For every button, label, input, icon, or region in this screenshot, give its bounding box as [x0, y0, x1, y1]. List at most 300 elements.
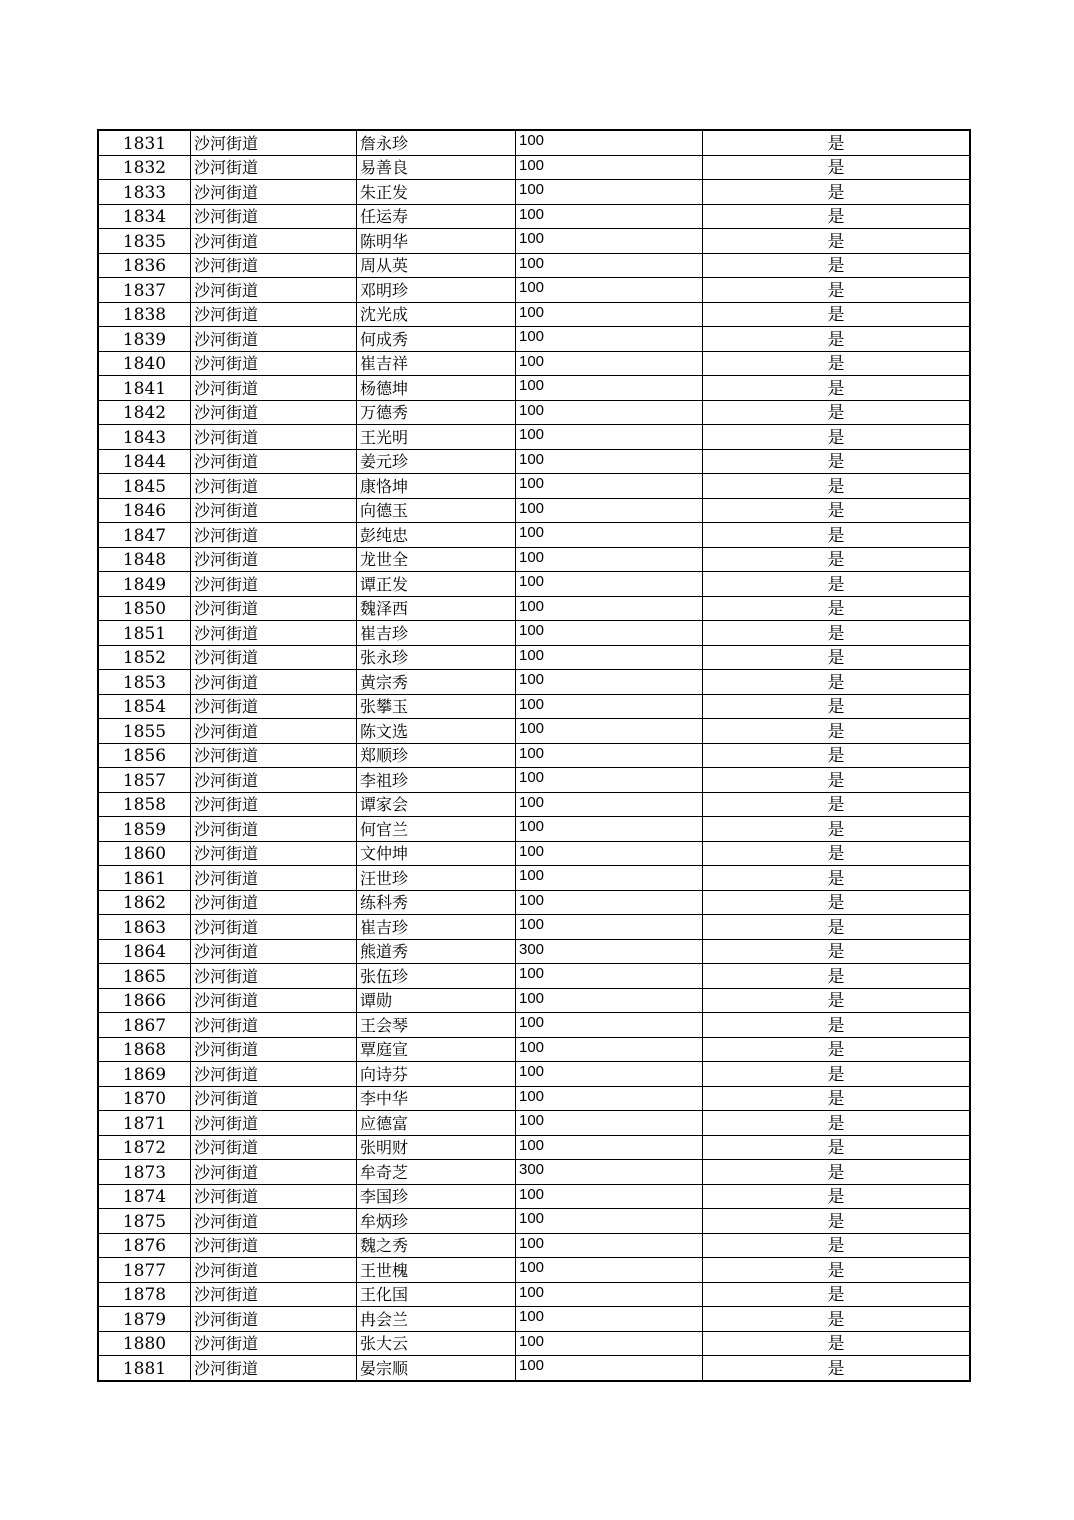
row-number-cell: 1840	[98, 351, 191, 376]
person-name-cell: 张大云	[357, 1331, 516, 1356]
person-name-cell: 詹永珍	[357, 130, 516, 155]
status-cell: 是	[703, 204, 971, 229]
amount-cell: 100	[516, 1013, 703, 1038]
table-row	[98, 915, 970, 940]
person-name-cell: 崔吉珍	[357, 621, 516, 646]
person-name-cell: 沈光成	[357, 302, 516, 327]
amount-cell: 100	[516, 1331, 703, 1356]
amount-cell: 100	[516, 1086, 703, 1111]
district-cell: 沙河街道	[191, 670, 357, 695]
table-row	[98, 792, 970, 817]
table-row	[98, 1111, 970, 1136]
amount-cell: 100	[516, 621, 703, 646]
person-name-cell: 谭正发	[357, 572, 516, 597]
person-name-cell: 龙世全	[357, 547, 516, 572]
row-number-cell: 1847	[98, 523, 191, 548]
status-cell: 是	[703, 645, 971, 670]
person-name-cell: 朱正发	[357, 180, 516, 205]
row-number-cell: 1879	[98, 1307, 191, 1332]
person-name-cell: 王会琴	[357, 1013, 516, 1038]
row-number-cell: 1864	[98, 939, 191, 964]
row-number-cell: 1831	[98, 130, 191, 155]
table-row	[98, 621, 970, 646]
person-name-cell: 杨德坤	[357, 376, 516, 401]
row-number-cell: 1842	[98, 400, 191, 425]
table-row	[98, 474, 970, 499]
table-row	[98, 1013, 970, 1038]
amount-cell: 100	[516, 130, 703, 155]
row-number-cell: 1869	[98, 1062, 191, 1087]
table-row	[98, 376, 970, 401]
district-cell: 沙河街道	[191, 939, 357, 964]
table-row	[98, 1184, 970, 1209]
person-name-cell: 张攀玉	[357, 694, 516, 719]
table-row	[98, 1307, 970, 1332]
person-name-cell: 汪世珍	[357, 866, 516, 891]
table-row	[98, 1135, 970, 1160]
district-cell: 沙河街道	[191, 400, 357, 425]
status-cell: 是	[703, 376, 971, 401]
row-number-cell: 1832	[98, 155, 191, 180]
amount-cell: 100	[516, 1282, 703, 1307]
status-cell: 是	[703, 229, 971, 254]
status-cell: 是	[703, 449, 971, 474]
table-row	[98, 866, 970, 891]
district-cell: 沙河街道	[191, 743, 357, 768]
amount-cell: 100	[516, 572, 703, 597]
table-row	[98, 498, 970, 523]
district-cell: 沙河街道	[191, 1233, 357, 1258]
table-row	[98, 596, 970, 621]
status-cell: 是	[703, 1013, 971, 1038]
amount-cell: 100	[516, 204, 703, 229]
person-name-cell: 何官兰	[357, 817, 516, 842]
table-body	[98, 130, 970, 1381]
table-row	[98, 229, 970, 254]
status-cell: 是	[703, 1135, 971, 1160]
row-number-cell: 1880	[98, 1331, 191, 1356]
table-row	[98, 302, 970, 327]
status-cell: 是	[703, 1331, 971, 1356]
person-name-cell: 王化国	[357, 1282, 516, 1307]
district-cell: 沙河街道	[191, 1111, 357, 1136]
district-cell: 沙河街道	[191, 988, 357, 1013]
row-number-cell: 1859	[98, 817, 191, 842]
status-cell: 是	[703, 1356, 971, 1381]
table-row	[98, 278, 970, 303]
table-row	[98, 1160, 970, 1185]
amount-cell: 100	[516, 180, 703, 205]
table-row	[98, 547, 970, 572]
table-row	[98, 1258, 970, 1283]
status-cell: 是	[703, 155, 971, 180]
person-name-cell: 练科秀	[357, 890, 516, 915]
status-cell: 是	[703, 351, 971, 376]
district-cell: 沙河街道	[191, 1160, 357, 1185]
amount-cell: 100	[516, 694, 703, 719]
row-number-cell: 1878	[98, 1282, 191, 1307]
district-cell: 沙河街道	[191, 1184, 357, 1209]
table-row	[98, 817, 970, 842]
district-cell: 沙河街道	[191, 302, 357, 327]
amount-cell: 100	[516, 523, 703, 548]
row-number-cell: 1849	[98, 572, 191, 597]
district-cell: 沙河街道	[191, 1356, 357, 1381]
status-cell: 是	[703, 670, 971, 695]
table-row	[98, 841, 970, 866]
row-number-cell: 1874	[98, 1184, 191, 1209]
row-number-cell: 1860	[98, 841, 191, 866]
status-cell: 是	[703, 621, 971, 646]
district-cell: 沙河街道	[191, 278, 357, 303]
person-name-cell: 魏泽西	[357, 596, 516, 621]
status-cell: 是	[703, 743, 971, 768]
district-cell: 沙河街道	[191, 1282, 357, 1307]
table-row	[98, 939, 970, 964]
district-cell: 沙河街道	[191, 768, 357, 793]
table-row	[98, 1209, 970, 1234]
status-cell: 是	[703, 841, 971, 866]
table-row	[98, 425, 970, 450]
amount-cell: 100	[516, 866, 703, 891]
person-name-cell: 熊道秀	[357, 939, 516, 964]
status-cell: 是	[703, 1233, 971, 1258]
amount-cell: 100	[516, 302, 703, 327]
district-cell: 沙河街道	[191, 866, 357, 891]
district-cell: 沙河街道	[191, 229, 357, 254]
person-name-cell: 崔吉珍	[357, 915, 516, 940]
district-cell: 沙河街道	[191, 547, 357, 572]
district-cell: 沙河街道	[191, 130, 357, 155]
person-name-cell: 何成秀	[357, 327, 516, 352]
person-name-cell: 崔吉祥	[357, 351, 516, 376]
amount-cell: 100	[516, 425, 703, 450]
amount-cell: 100	[516, 719, 703, 744]
amount-cell: 100	[516, 327, 703, 352]
row-number-cell: 1846	[98, 498, 191, 523]
status-cell: 是	[703, 1184, 971, 1209]
district-cell: 沙河街道	[191, 1331, 357, 1356]
row-number-cell: 1838	[98, 302, 191, 327]
amount-cell: 100	[516, 474, 703, 499]
amount-cell: 100	[516, 964, 703, 989]
status-cell: 是	[703, 694, 971, 719]
status-cell: 是	[703, 1111, 971, 1136]
table-row	[98, 1356, 970, 1381]
row-number-cell: 1866	[98, 988, 191, 1013]
row-number-cell: 1841	[98, 376, 191, 401]
person-name-cell: 李国珍	[357, 1184, 516, 1209]
row-number-cell: 1863	[98, 915, 191, 940]
amount-cell: 100	[516, 253, 703, 278]
table-row	[98, 327, 970, 352]
row-number-cell: 1843	[98, 425, 191, 450]
status-cell: 是	[703, 890, 971, 915]
amount-cell: 100	[516, 988, 703, 1013]
row-number-cell: 1865	[98, 964, 191, 989]
district-cell: 沙河街道	[191, 523, 357, 548]
row-number-cell: 1881	[98, 1356, 191, 1381]
table-row	[98, 890, 970, 915]
status-cell: 是	[703, 547, 971, 572]
row-number-cell: 1875	[98, 1209, 191, 1234]
table-row	[98, 964, 970, 989]
person-name-cell: 康恪坤	[357, 474, 516, 499]
table-row	[98, 719, 970, 744]
district-cell: 沙河街道	[191, 253, 357, 278]
district-cell: 沙河街道	[191, 719, 357, 744]
amount-cell: 100	[516, 890, 703, 915]
row-number-cell: 1855	[98, 719, 191, 744]
person-name-cell: 谭家会	[357, 792, 516, 817]
amount-cell: 100	[516, 645, 703, 670]
district-cell: 沙河街道	[191, 425, 357, 450]
amount-cell: 100	[516, 1135, 703, 1160]
district-cell: 沙河街道	[191, 180, 357, 205]
status-cell: 是	[703, 278, 971, 303]
status-cell: 是	[703, 130, 971, 155]
amount-cell: 100	[516, 1111, 703, 1136]
table-row	[98, 1331, 970, 1356]
row-number-cell: 1835	[98, 229, 191, 254]
district-cell: 沙河街道	[191, 621, 357, 646]
district-cell: 沙河街道	[191, 841, 357, 866]
table-row	[98, 449, 970, 474]
district-cell: 沙河街道	[191, 964, 357, 989]
person-name-cell: 向德玉	[357, 498, 516, 523]
table-row	[98, 1062, 970, 1087]
status-cell: 是	[703, 1062, 971, 1087]
district-cell: 沙河街道	[191, 1062, 357, 1087]
amount-cell: 100	[516, 915, 703, 940]
row-number-cell: 1836	[98, 253, 191, 278]
person-name-cell: 万德秀	[357, 400, 516, 425]
person-name-cell: 王世槐	[357, 1258, 516, 1283]
amount-cell: 100	[516, 1184, 703, 1209]
table-row	[98, 645, 970, 670]
district-cell: 沙河街道	[191, 694, 357, 719]
row-number-cell: 1870	[98, 1086, 191, 1111]
table-row	[98, 743, 970, 768]
amount-cell: 100	[516, 1233, 703, 1258]
person-name-cell: 晏宗顺	[357, 1356, 516, 1381]
person-name-cell: 周从英	[357, 253, 516, 278]
status-cell: 是	[703, 1209, 971, 1234]
row-number-cell: 1852	[98, 645, 191, 670]
district-cell: 沙河街道	[191, 155, 357, 180]
row-number-cell: 1853	[98, 670, 191, 695]
person-name-cell: 牟奇芝	[357, 1160, 516, 1185]
status-cell: 是	[703, 327, 971, 352]
status-cell: 是	[703, 866, 971, 891]
amount-cell: 100	[516, 278, 703, 303]
person-name-cell: 易善良	[357, 155, 516, 180]
district-cell: 沙河街道	[191, 915, 357, 940]
district-cell: 沙河街道	[191, 204, 357, 229]
table-row	[98, 130, 970, 155]
amount-cell: 100	[516, 376, 703, 401]
amount-cell: 100	[516, 1258, 703, 1283]
person-name-cell: 牟炳珍	[357, 1209, 516, 1234]
table-row	[98, 155, 970, 180]
status-cell: 是	[703, 253, 971, 278]
status-cell: 是	[703, 1037, 971, 1062]
row-number-cell: 1856	[98, 743, 191, 768]
status-cell: 是	[703, 523, 971, 548]
row-number-cell: 1857	[98, 768, 191, 793]
status-cell: 是	[703, 596, 971, 621]
amount-cell: 100	[516, 1037, 703, 1062]
district-cell: 沙河街道	[191, 596, 357, 621]
status-cell: 是	[703, 719, 971, 744]
table-row	[98, 670, 970, 695]
district-cell: 沙河街道	[191, 449, 357, 474]
person-name-cell: 邓明珍	[357, 278, 516, 303]
person-name-cell: 王光明	[357, 425, 516, 450]
amount-cell: 100	[516, 768, 703, 793]
status-cell: 是	[703, 817, 971, 842]
status-cell: 是	[703, 988, 971, 1013]
amount-cell: 100	[516, 817, 703, 842]
row-number-cell: 1854	[98, 694, 191, 719]
status-cell: 是	[703, 1258, 971, 1283]
row-number-cell: 1876	[98, 1233, 191, 1258]
status-cell: 是	[703, 498, 971, 523]
person-name-cell: 陈文选	[357, 719, 516, 744]
status-cell: 是	[703, 1086, 971, 1111]
row-number-cell: 1850	[98, 596, 191, 621]
person-name-cell: 谭勋	[357, 988, 516, 1013]
table-row	[98, 1233, 970, 1258]
status-cell: 是	[703, 915, 971, 940]
amount-cell: 100	[516, 841, 703, 866]
district-cell: 沙河街道	[191, 498, 357, 523]
row-number-cell: 1872	[98, 1135, 191, 1160]
status-cell: 是	[703, 939, 971, 964]
amount-cell: 100	[516, 1062, 703, 1087]
district-cell: 沙河街道	[191, 792, 357, 817]
row-number-cell: 1848	[98, 547, 191, 572]
table-row	[98, 180, 970, 205]
table-row	[98, 572, 970, 597]
status-cell: 是	[703, 768, 971, 793]
amount-cell: 100	[516, 155, 703, 180]
table-row	[98, 768, 970, 793]
status-cell: 是	[703, 400, 971, 425]
status-cell: 是	[703, 425, 971, 450]
table-row	[98, 1086, 970, 1111]
district-cell: 沙河街道	[191, 1037, 357, 1062]
district-cell: 沙河街道	[191, 1307, 357, 1332]
table-row	[98, 400, 970, 425]
row-number-cell: 1862	[98, 890, 191, 915]
district-cell: 沙河街道	[191, 1258, 357, 1283]
person-name-cell: 姜元珍	[357, 449, 516, 474]
person-name-cell: 郑顺珍	[357, 743, 516, 768]
amount-cell: 100	[516, 1307, 703, 1332]
row-number-cell: 1858	[98, 792, 191, 817]
district-cell: 沙河街道	[191, 645, 357, 670]
table-row	[98, 1282, 970, 1307]
row-number-cell: 1871	[98, 1111, 191, 1136]
person-name-cell: 冉会兰	[357, 1307, 516, 1332]
table-row	[98, 523, 970, 548]
amount-cell: 100	[516, 449, 703, 474]
person-name-cell: 彭纯忠	[357, 523, 516, 548]
row-number-cell: 1845	[98, 474, 191, 499]
amount-cell: 100	[516, 1356, 703, 1381]
table-row	[98, 694, 970, 719]
table-row	[98, 253, 970, 278]
status-cell: 是	[703, 302, 971, 327]
person-name-cell: 李中华	[357, 1086, 516, 1111]
person-name-cell: 张永珍	[357, 645, 516, 670]
person-name-cell: 黄宗秀	[357, 670, 516, 695]
table-row	[98, 988, 970, 1013]
status-cell: 是	[703, 964, 971, 989]
row-number-cell: 1851	[98, 621, 191, 646]
row-number-cell: 1868	[98, 1037, 191, 1062]
row-number-cell: 1837	[98, 278, 191, 303]
person-name-cell: 张明财	[357, 1135, 516, 1160]
person-name-cell: 覃庭宣	[357, 1037, 516, 1062]
amount-cell: 100	[516, 547, 703, 572]
person-name-cell: 任运寿	[357, 204, 516, 229]
status-cell: 是	[703, 474, 971, 499]
amount-cell: 100	[516, 498, 703, 523]
district-cell: 沙河街道	[191, 1135, 357, 1160]
amount-cell: 100	[516, 351, 703, 376]
person-name-cell: 应德富	[357, 1111, 516, 1136]
district-cell: 沙河街道	[191, 1013, 357, 1038]
person-name-cell: 文仲坤	[357, 841, 516, 866]
person-name-cell: 陈明华	[357, 229, 516, 254]
row-number-cell: 1867	[98, 1013, 191, 1038]
amount-cell: 100	[516, 400, 703, 425]
row-number-cell: 1839	[98, 327, 191, 352]
district-cell: 沙河街道	[191, 890, 357, 915]
person-name-cell: 李祖珍	[357, 768, 516, 793]
row-number-cell: 1861	[98, 866, 191, 891]
district-cell: 沙河街道	[191, 572, 357, 597]
status-cell: 是	[703, 792, 971, 817]
data-table	[97, 129, 971, 1382]
amount-cell: 100	[516, 670, 703, 695]
person-name-cell: 向诗芬	[357, 1062, 516, 1087]
row-number-cell: 1873	[98, 1160, 191, 1185]
amount-cell: 100	[516, 229, 703, 254]
amount-cell: 100	[516, 792, 703, 817]
person-name-cell: 魏之秀	[357, 1233, 516, 1258]
status-cell: 是	[703, 1307, 971, 1332]
amount-cell: 100	[516, 596, 703, 621]
table-row	[98, 351, 970, 376]
district-cell: 沙河街道	[191, 376, 357, 401]
district-cell: 沙河街道	[191, 474, 357, 499]
row-number-cell: 1877	[98, 1258, 191, 1283]
district-cell: 沙河街道	[191, 351, 357, 376]
row-number-cell: 1844	[98, 449, 191, 474]
district-cell: 沙河街道	[191, 327, 357, 352]
district-cell: 沙河街道	[191, 817, 357, 842]
row-number-cell: 1833	[98, 180, 191, 205]
amount-cell: 100	[516, 1209, 703, 1234]
district-cell: 沙河街道	[191, 1086, 357, 1111]
table-row	[98, 204, 970, 229]
amount-cell: 300	[516, 1160, 703, 1185]
status-cell: 是	[703, 1282, 971, 1307]
status-cell: 是	[703, 1160, 971, 1185]
